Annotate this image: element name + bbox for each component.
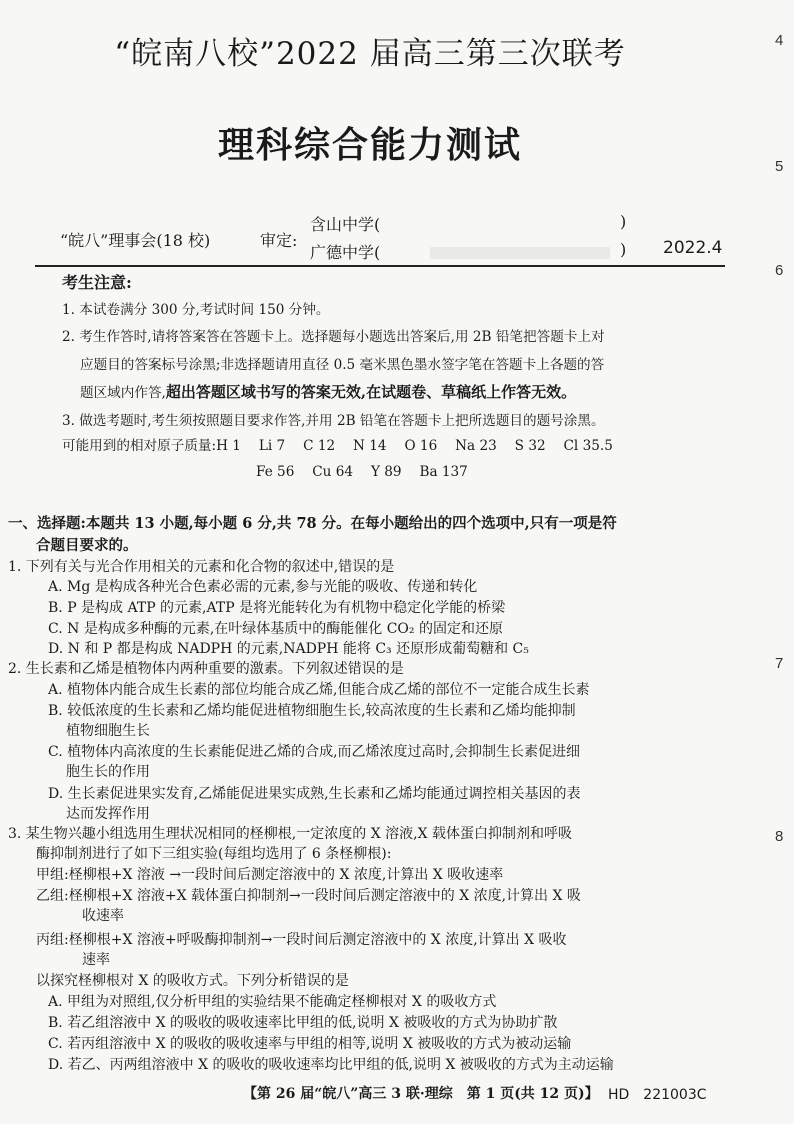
school-1: 含山中学( [310,215,381,234]
school-2: 广德中学( [310,243,381,262]
notice-line: 应题目的答案标号涂黑;非选择题请用直径 0.5 毫米黑色墨水签字笔在答题卡上各题的答 [80,357,605,373]
question-stem: 2. 生长素和乙烯是植物体内两种重要的激素。下列叙述错误的是 [8,661,404,677]
question-option: D. 若乙、丙两组溶液中 X 的吸收的吸收速率均比甲组的低,说明 X 被吸收的方式为主动运输 [48,1057,614,1073]
question-stem: 3. 某生物兴趣小组选用生理状况相同的柽柳根,一定浓度的 X 溶液,X 载体蛋白抑制剂和呼吸 [8,826,572,842]
notice-line: 2. 考生作答时,请将答案答在答题卡上。选择题每小题选出答案后,用 2B 铅笔把答题卡上对 [62,329,605,345]
question-option: B. 较低浓度的生长素和乙烯均能促进植物细胞生长,较高浓度的生长素和乙烯均能抑制 [48,703,576,719]
question-option: A. Mg 是构成各种光合色素必需的元素,参与光能的吸收、传递和转化 [48,579,478,595]
question-stem: 以探究柽柳根对 X 的吸收方式。下列分析错误的是 [36,973,349,989]
question-option: B. 若乙组溶液中 X 的吸收的吸收速率比甲组的低,说明 X 被吸收的方式为协助扩散 [48,1015,558,1031]
question-option: 达而发挥作用 [66,806,150,822]
notice-title: 考生注意: [62,273,132,292]
experiment-group: 乙组:柽柳根+X 溶液+X 载体蛋白抑制剂→一段时间后测定溶液中的 X 浓度,计算出 X 吸 [36,888,581,904]
notice-line [80,381,576,402]
header-rule [35,265,725,267]
experiment-group: 丙组:柽柳根+X 溶液+呼吸酶抑制剂→一段时间后测定溶液中的 X 浓度,计算出 X 吸收 [36,932,567,948]
question-option: B. P 是构成 ATP 的元素,ATP 是将光能转化为有机物中稳定化学能的桥梁 [48,600,506,616]
experiment-group: 甲组:柽柳根+X 溶液 →一段时间后测定溶液中的 X 浓度,计算出 X 吸收速率 [36,867,504,883]
margin-number: 6 [775,262,784,279]
question-option: C. N 是构成多种酶的元素,在叶绿体基质中的酶能催化 CO₂ 的固定和还原 [48,621,503,637]
council-name: “皖八”理事会(18 校) [60,231,211,250]
margin-number: 4 [775,32,784,49]
question-stem: 酶抑制剂进行了如下三组实验(每组均选用了 6 条柽柳根): [36,846,392,862]
question-stem: 1. 下列有关与光合作用相关的元素和化合物的叙述中,错误的是 [8,559,395,575]
notice-emphasis: 超出答题区域书写的答案无效,在试题卷、草稿纸上作答无效。 [165,383,577,401]
question-option: A. 甲组为对照组,仅分析甲组的实验结果不能确定柽柳根对 X 的吸收方式 [48,994,497,1010]
margin-number: 8 [775,828,784,845]
subject-title: 理科综合能力测试 [217,124,522,166]
page-footer: 【第 26 届“皖八”高三 3 联·理综 第 1 页(共 12 页)】 [243,1086,599,1102]
exam-date: 2022.4 [663,238,723,258]
section-heading: 合题目要求的。 [36,537,138,554]
atomic-masses: Fe 56 Cu 64 Y 89 Ba 137 [256,464,468,480]
experiment-group: 速率 [82,952,110,968]
notice-line: 3. 做选考题时,考生须按照题目要求作答,并用 2B 铅笔在答题卡上把所选题目的题号涂黑。 [62,413,605,429]
notice-line: 1. 本试卷满分 300 分,考试时间 150 分钟。 [62,302,330,318]
notice-line-text: 题区域内作答, [80,385,166,401]
question-option: D. N 和 P 都是构成 NADPH 的元素,NADPH 能将 C₃ 还原形成葡萄糖和 C₅ [48,641,529,657]
question-option: D. 生长素促进果实发育,乙烯能促进果实成熟,生长素和乙烯均能通过调控相关基因的表 [48,786,581,802]
question-option: C. 植物体内高浓度的生长素能促进乙烯的合成,而乙烯浓度过高时,会抑制生长素促进细 [48,744,581,760]
redacted-area [430,247,610,259]
question-option: 胞生长的作用 [66,764,150,780]
school-1-close: ) [620,212,627,231]
margin-number: 5 [775,158,784,175]
review-label: 审定: [260,231,298,250]
question-option: 植物细胞生长 [66,723,150,739]
experiment-group: 收速率 [82,908,124,924]
question-option: C. 若丙组溶液中 X 的吸收的吸收速率与甲组的相等,说明 X 被吸收的方式为被动运输 [48,1036,572,1052]
question-option: A. 植物体内能合成生长素的部位均能合成乙烯,但能合成乙烯的部位不一定能合成生长素 [48,682,590,698]
section-heading: 一、选择题:本题共 13 小题,每小题 6 分,共 78 分。在每小题给出的四个选项中,只有一项是符 [8,515,617,532]
atomic-masses: 可能用到的相对原子质量:H 1 Li 7 C 12 N 14 O 16 Na 23 S 32 Cl 35.5 [62,438,613,454]
margin-number: 7 [775,655,784,672]
paper-code: HD 221003C [608,1087,707,1103]
school-2-close: ) [620,240,627,259]
exam-title: “皖南八校”2022 届高三第三次联考 [114,36,626,72]
